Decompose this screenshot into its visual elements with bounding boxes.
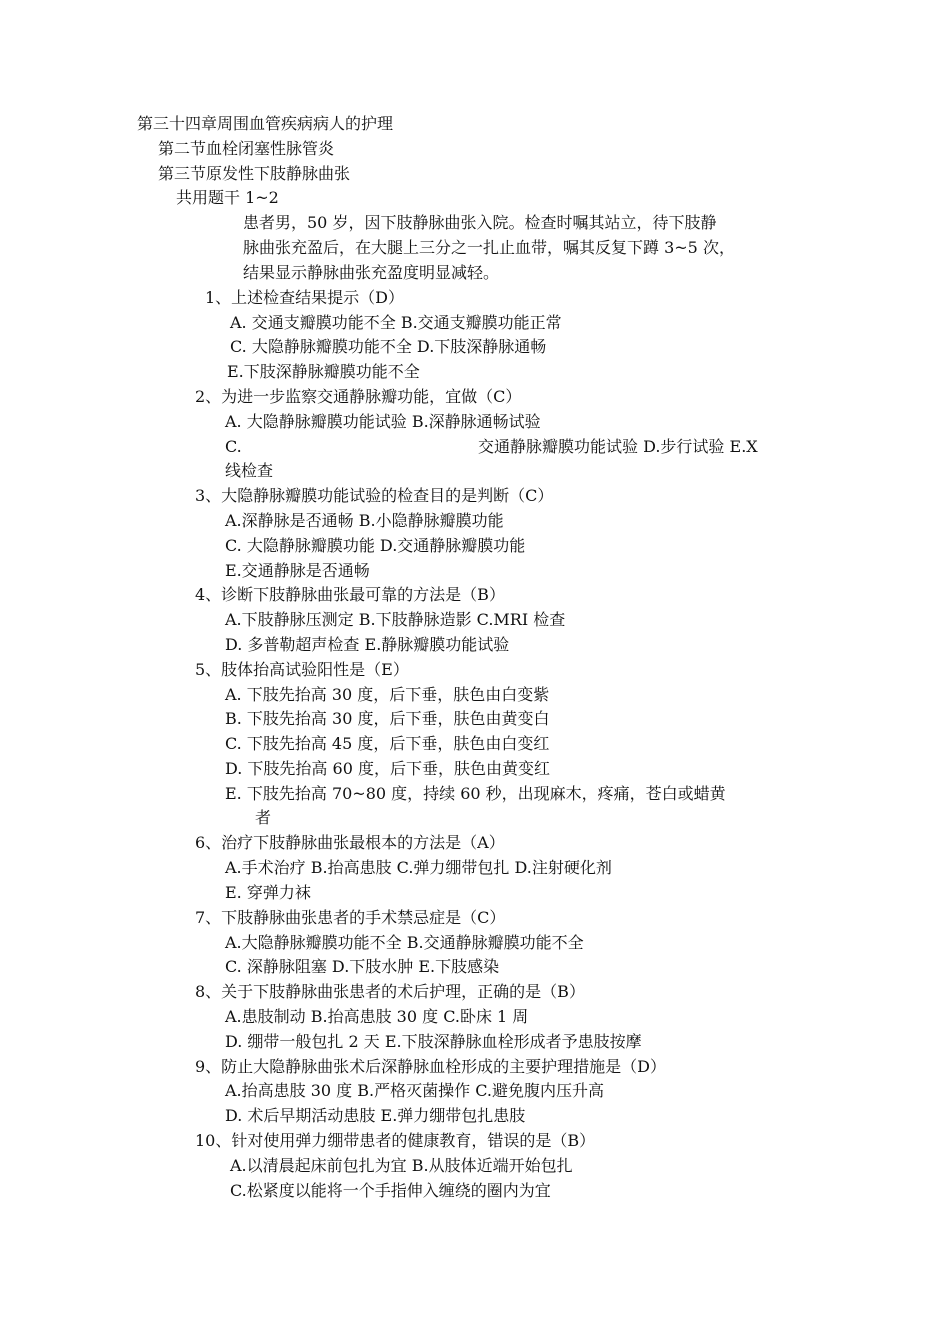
option-line: A. 交通支瓣膜功能不全 B.交通支瓣膜功能正常 xyxy=(230,313,562,332)
question-7: 7、下肢静脉曲张患者的手术禁忌症是（C） xyxy=(195,908,506,927)
option-line: C. 深静脉阻塞 D.下肢水肿 E.下肢感染 xyxy=(225,957,500,976)
option-line: B. 下肢先抬高 30 度，后下垂，肤色由黄变白 xyxy=(225,709,550,728)
question-4: 4、诊断下肢静脉曲张最可靠的方法是（B） xyxy=(195,585,505,604)
question-1: 1、上述检查结果提示（D） xyxy=(205,288,405,307)
option-line: A.抬高患肢 30 度 B.严格灭菌操作 C.避免腹内压升高 xyxy=(225,1081,604,1100)
option-line: A.深静脉是否通畅 B.小隐静脉瓣膜功能 xyxy=(225,511,504,530)
stem-line: 脉曲张充盈后，在大腿上三分之一扎止血带，嘱其反复下蹲 3~5 次， xyxy=(243,238,735,257)
option-line: A. 大隐静脉瓣膜功能试验 B.深静脉通畅试验 xyxy=(225,412,541,431)
option-line: C. 大隐静脉瓣膜功能不全 D.下肢深静脉通畅 xyxy=(230,337,547,356)
option-line: 交通静脉瓣膜功能试验 D.步行试验 E.X xyxy=(478,437,758,456)
option-line: C. xyxy=(225,437,242,456)
option-line: D. 绷带一般包扎 2 天 E.下肢深静脉血栓形成者予患肢按摩 xyxy=(225,1032,642,1051)
option-line: C. 大隐静脉瓣膜功能 D.交通静脉瓣膜功能 xyxy=(225,536,526,555)
shared-stem-label: 共用题干 1~2 xyxy=(176,188,279,207)
option-line: C.松紧度以能将一个手指伸入缠绕的圈内为宜 xyxy=(230,1181,551,1200)
option-line: A.患肢制动 B.抬高患肢 30 度 C.卧床 1 周 xyxy=(225,1007,529,1026)
stem-line: 患者男，50 岁，因下肢静脉曲张入院。检查时嘱其站立，待下肢静 xyxy=(243,213,717,232)
question-9: 9、防止大隐静脉曲张术后深静脉血栓形成的主要护理措施是（D） xyxy=(195,1057,667,1076)
option-line: 者 xyxy=(255,808,272,827)
option-line: E.交通静脉是否通畅 xyxy=(225,561,370,580)
stem-line: 结果显示静脉曲张充盈度明显减轻。 xyxy=(243,263,500,282)
section-heading-2: 第二节血栓闭塞性脉管炎 xyxy=(158,139,335,158)
option-line: A.以清晨起床前包扎为宜 B.从肢体近端开始包扎 xyxy=(230,1156,573,1175)
question-6: 6、治疗下肢静脉曲张最根本的方法是（A） xyxy=(195,833,505,852)
option-line: A.下肢静脉压测定 B.下肢静脉造影 C.MRI 检查 xyxy=(225,610,566,629)
question-5: 5、肢体抬高试验阳性是（E） xyxy=(195,660,409,679)
option-line: E. 下肢先抬高 70~80 度，持续 60 秒，出现麻木，疼痛，苍白或蜡黄 xyxy=(225,784,726,803)
option-line: D. 多普勒超声检查 E.静脉瓣膜功能试验 xyxy=(225,635,510,654)
option-line: C. 下肢先抬高 45 度，后下垂，肤色由白变红 xyxy=(225,734,550,753)
option-line: D. 术后早期活动患肢 E.弹力绷带包扎患肢 xyxy=(225,1106,526,1125)
question-3: 3、大隐静脉瓣膜功能试验的检查目的是判断（C） xyxy=(195,486,554,505)
option-line: A.手术治疗 B.抬高患肢 C.弹力绷带包扎 D.注射硬化剂 xyxy=(225,858,612,877)
option-line: 线检查 xyxy=(225,461,274,480)
option-line: A. 下肢先抬高 30 度，后下垂，肤色由白变紫 xyxy=(225,685,550,704)
chapter-title: 第三十四章周围血管疾病病人的护理 xyxy=(137,114,394,133)
section-heading-3: 第三节原发性下肢静脉曲张 xyxy=(158,164,351,183)
option-line: D. 下肢先抬高 60 度，后下垂，肤色由黄变红 xyxy=(225,759,550,778)
option-line: E.下肢深静脉瓣膜功能不全 xyxy=(227,362,420,381)
question-2: 2、为进一步监察交通静脉瓣功能，宜做（C） xyxy=(195,387,522,406)
question-10: 10、针对使用弹力绷带患者的健康教育，错误的是（B） xyxy=(195,1131,596,1150)
option-line: E. 穿弹力袜 xyxy=(225,883,311,902)
question-8: 8、关于下肢静脉曲张患者的术后护理，正确的是（B） xyxy=(195,982,585,1001)
option-line: A.大隐静脉瓣膜功能不全 B.交通静脉瓣膜功能不全 xyxy=(225,933,584,952)
